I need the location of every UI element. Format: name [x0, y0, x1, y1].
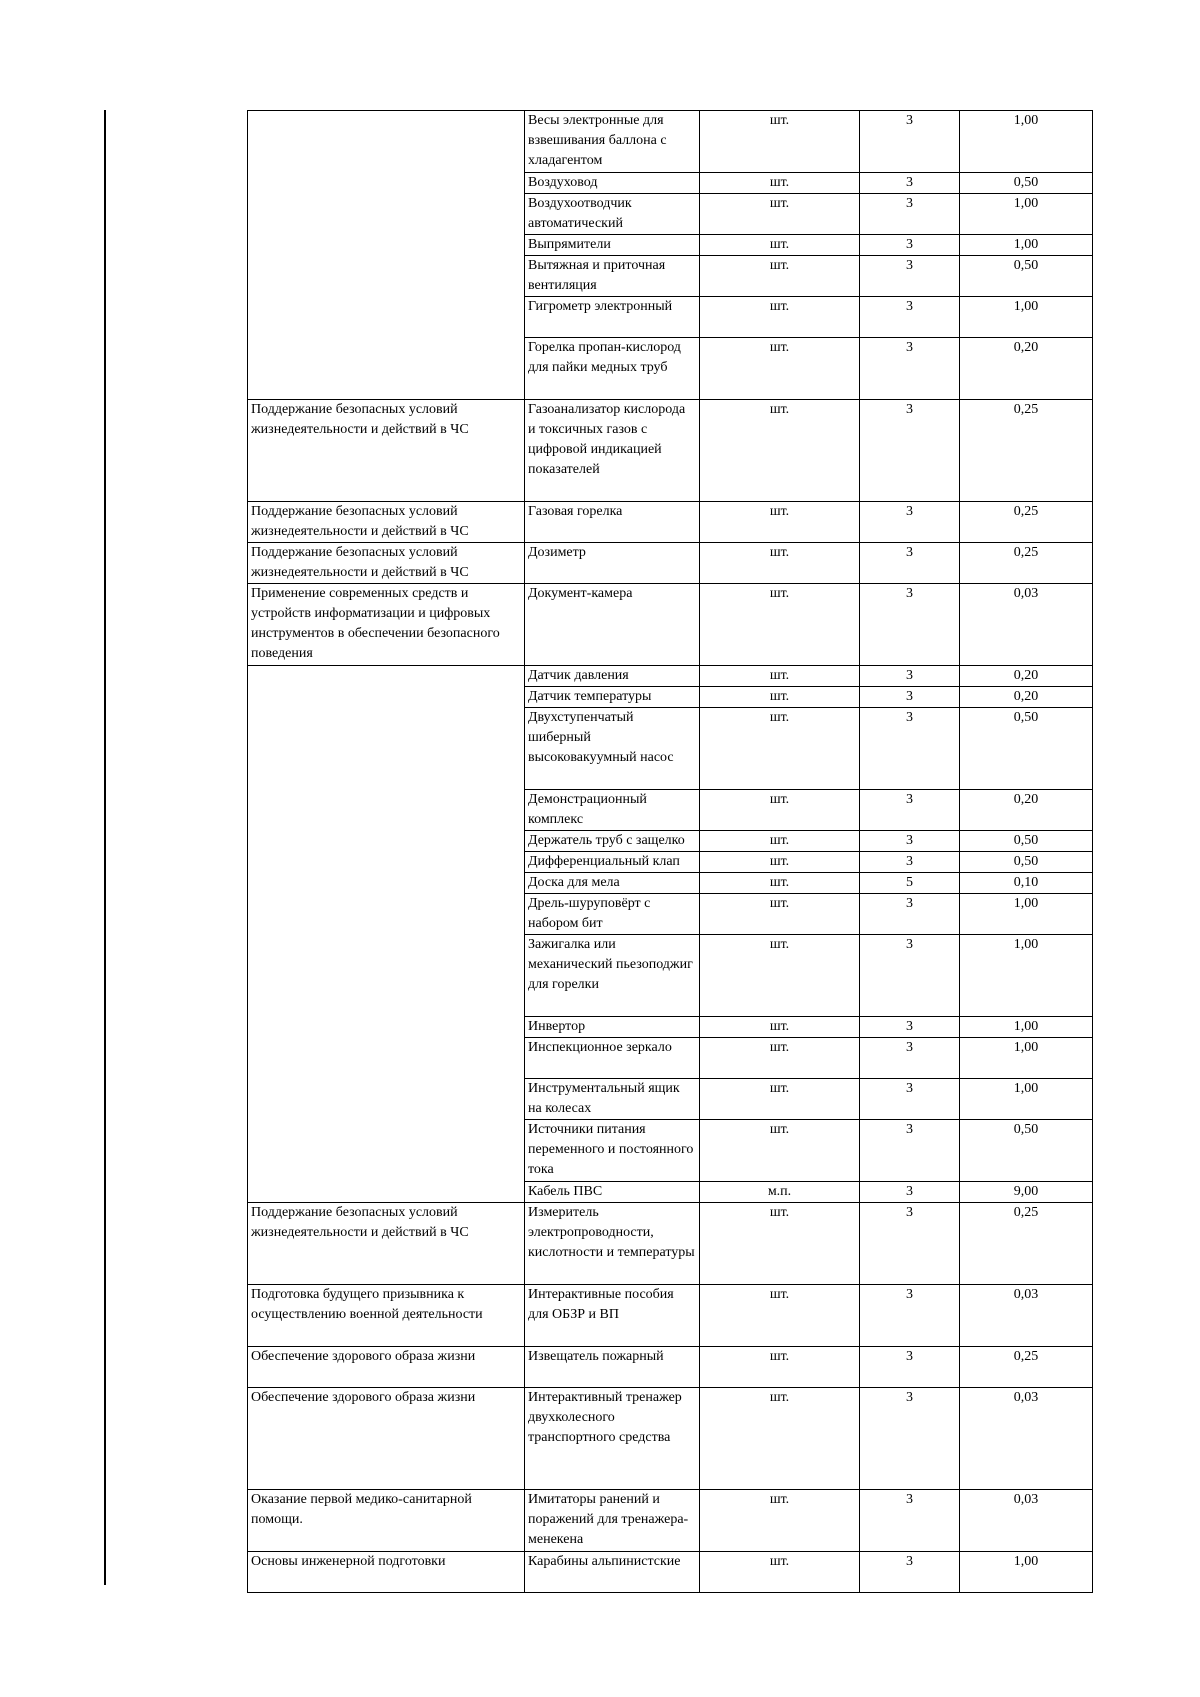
item-norm: 0,50 [960, 708, 1093, 790]
item-name: Датчик температуры [525, 687, 700, 708]
item-name: Карабины альпинистские [525, 1552, 700, 1593]
item-unit: шт. [700, 1079, 860, 1120]
item-norm: 1,00 [960, 194, 1093, 235]
item-norm: 1,00 [960, 935, 1093, 1017]
item-name: Инструментальный ящик на колесах [525, 1079, 700, 1120]
section-cell: Применение современных средств и устройств информатизации и цифровых инструментов в обеспечении безопасного поведения [248, 584, 525, 666]
left-margin-line [104, 110, 106, 1585]
item-unit: шт. [700, 584, 860, 666]
item-unit: шт. [700, 1347, 860, 1388]
section-cell: Поддержание безопасных условий жизнедеятельности и действий в ЧС [251, 1205, 469, 1240]
item-unit: шт. [700, 543, 860, 584]
item-quantity: 3 [860, 1347, 960, 1388]
item-unit: шт. [700, 1203, 860, 1285]
item-unit: шт. [700, 194, 860, 235]
item-unit: шт. [700, 666, 860, 687]
item-norm: 1,00 [960, 235, 1093, 256]
item-quantity: 3 [860, 400, 960, 502]
item-name: Источники питания переменного и постоянного тока [525, 1120, 700, 1182]
table-row [248, 400, 1093, 502]
table-row [248, 1388, 1093, 1490]
item-norm: 1,00 [960, 894, 1093, 935]
item-norm: 0,20 [960, 338, 1093, 400]
item-unit: шт. [700, 297, 860, 338]
item-quantity: 3 [860, 1182, 960, 1203]
section-cell: Обеспечение здорового образа жизни [251, 1349, 476, 1364]
item-norm: 0,03 [960, 584, 1093, 666]
item-name: Инспекционное зеркало [525, 1038, 700, 1079]
item-norm: 1,00 [960, 1038, 1093, 1079]
item-name: Дозиметр [528, 545, 586, 560]
item-name: Датчик давления [525, 666, 700, 687]
item-unit: шт. [700, 790, 860, 831]
item-norm: 0,50 [960, 852, 1093, 873]
table-row [248, 1490, 1093, 1552]
item-norm: 0,03 [960, 1388, 1093, 1490]
item-norm: 0,50 [960, 831, 1093, 852]
item-unit: шт. [700, 502, 860, 543]
item-unit: шт. [700, 873, 860, 894]
item-quantity: 3 [860, 1038, 960, 1079]
item-quantity: 3 [860, 687, 960, 708]
item-name: Дифференциальный клап [525, 852, 700, 873]
item-unit: шт. [700, 256, 860, 297]
item-quantity: 3 [860, 297, 960, 338]
item-norm: 1,00 [960, 1552, 1093, 1593]
item-name: Зажигалка или механический пьезоподжиг для горелки [525, 935, 700, 1017]
item-quantity: 5 [860, 873, 960, 894]
item-norm: 0,03 [960, 1490, 1093, 1552]
item-norm: 0,25 [960, 1203, 1093, 1285]
item-name: Выпрямители [525, 235, 700, 256]
item-name: Воздуховод [525, 173, 700, 194]
table-row [248, 502, 1093, 543]
item-unit: шт. [700, 1388, 860, 1490]
item-name: Измеритель электропроводности, кислотности и температуры [525, 1203, 700, 1285]
item-name: Газоанализатор кислорода и токсичных газов с цифровой индикацией показателей [528, 402, 686, 477]
section-cell [248, 111, 525, 400]
item-name: Воздухоотводчик автоматический [525, 194, 700, 235]
item-norm: 0,20 [960, 687, 1093, 708]
item-unit: шт. [700, 1490, 860, 1552]
table-row [248, 1203, 1093, 1285]
item-unit: шт. [700, 687, 860, 708]
item-norm: 9,00 [960, 1182, 1093, 1203]
item-norm: 0,10 [960, 873, 1093, 894]
item-norm: 0,25 [960, 1347, 1093, 1388]
table-row [248, 1347, 1093, 1388]
item-unit: шт. [700, 852, 860, 873]
item-norm: 1,00 [960, 111, 1093, 173]
item-unit: шт. [700, 935, 860, 1017]
item-unit: шт. [700, 1552, 860, 1593]
item-name: Интерактивный тренажер двухколесного транспортного средства [528, 1390, 682, 1445]
item-norm: 1,00 [960, 1017, 1093, 1038]
item-name: Интерактивные пособия для ОБЗР и ВП [528, 1287, 674, 1322]
equipment-table [247, 110, 1093, 1593]
item-unit: шт. [700, 338, 860, 400]
table-row [248, 584, 1093, 666]
section-cell: Основы инженерной подготовки [251, 1554, 446, 1569]
item-quantity: 3 [860, 1285, 960, 1347]
item-quantity: 3 [860, 502, 960, 543]
item-unit: шт. [700, 111, 860, 173]
item-norm: 0,25 [960, 400, 1093, 502]
item-quantity: 3 [860, 235, 960, 256]
item-name: Имитаторы ранений и поражений для тренажера-менекена [525, 1490, 700, 1552]
item-norm: 0,50 [960, 1120, 1093, 1182]
item-name: Кабель ПВС [525, 1182, 700, 1203]
section-cell: Поддержание безопасных условий жизнедеятельности и действий в ЧС [248, 400, 525, 502]
item-quantity: 3 [860, 935, 960, 1017]
item-name: Горелка пропан-кислород для пайки медных труб [525, 338, 700, 400]
item-quantity: 3 [860, 831, 960, 852]
item-unit: шт. [700, 1120, 860, 1182]
item-norm: 1,00 [960, 297, 1093, 338]
item-unit: шт. [700, 400, 860, 502]
item-quantity: 3 [860, 1388, 960, 1490]
item-name: Дрель-шуруповёрт с набором бит [525, 894, 700, 935]
item-quantity: 3 [860, 256, 960, 297]
item-unit: шт. [700, 1017, 860, 1038]
table-row [248, 666, 1093, 687]
item-name: Извещатель пожарный [528, 1349, 664, 1364]
table-row [248, 543, 1093, 584]
item-unit: шт. [700, 173, 860, 194]
item-unit: м.п. [700, 1182, 860, 1203]
item-unit: шт. [700, 1285, 860, 1347]
item-quantity: 3 [860, 708, 960, 790]
item-name: Инвертор [525, 1017, 700, 1038]
section-cell: Подготовка будущего призывника к осуществлению военной деятельности [251, 1287, 483, 1322]
item-norm: 0,03 [960, 1285, 1093, 1347]
item-quantity: 3 [860, 338, 960, 400]
item-quantity: 3 [860, 1079, 960, 1120]
item-name: Вытяжная и приточная вентиляция [525, 256, 700, 297]
table-row [248, 111, 1093, 173]
item-norm: 0,25 [960, 543, 1093, 584]
item-name: Демонстрационный комплекс [525, 790, 700, 831]
item-quantity: 3 [860, 543, 960, 584]
item-name: Доска для мела [525, 873, 700, 894]
item-name: Гигрометр электронный [525, 297, 700, 338]
table-row [248, 1285, 1093, 1347]
section-cell: Поддержание безопасных условий жизнедеятельности и действий в ЧС [248, 543, 525, 584]
item-norm: 0,25 [960, 502, 1093, 543]
item-unit: шт. [700, 831, 860, 852]
item-unit: шт. [700, 1038, 860, 1079]
item-name: Двухступенчатый шиберный высоковакуумный насос [525, 708, 700, 790]
item-quantity: 3 [860, 194, 960, 235]
item-name: Держатель труб с защелко [525, 831, 700, 852]
item-unit: шт. [700, 235, 860, 256]
item-norm: 0,50 [960, 256, 1093, 297]
item-quantity: 3 [860, 1490, 960, 1552]
item-quantity: 3 [860, 1120, 960, 1182]
item-quantity: 3 [860, 852, 960, 873]
item-name: Весы электронные для взвешивания баллона с хладагентом [525, 111, 700, 173]
item-quantity: 3 [860, 584, 960, 666]
table-row [248, 1552, 1093, 1593]
item-quantity: 3 [860, 894, 960, 935]
item-quantity: 3 [860, 111, 960, 173]
item-unit: шт. [700, 894, 860, 935]
item-norm: 0,20 [960, 790, 1093, 831]
item-quantity: 3 [860, 1552, 960, 1593]
item-norm: 1,00 [960, 1079, 1093, 1120]
item-quantity: 3 [860, 173, 960, 194]
item-norm: 0,50 [960, 173, 1093, 194]
item-quantity: 3 [860, 1203, 960, 1285]
section-cell: Поддержание безопасных условий жизнедеятельности и действий в ЧС [248, 502, 525, 543]
section-cell [248, 666, 525, 1203]
section-cell: Обеспечение здорового образа жизни [248, 1388, 525, 1490]
item-quantity: 3 [860, 1017, 960, 1038]
item-name: Газовая горелка [528, 504, 623, 519]
item-quantity: 3 [860, 666, 960, 687]
item-norm: 0,20 [960, 666, 1093, 687]
item-unit: шт. [700, 708, 860, 790]
item-name: Документ-камера [528, 586, 633, 601]
section-cell: Оказание первой медико-санитарной помощи. [248, 1490, 525, 1552]
item-quantity: 3 [860, 790, 960, 831]
